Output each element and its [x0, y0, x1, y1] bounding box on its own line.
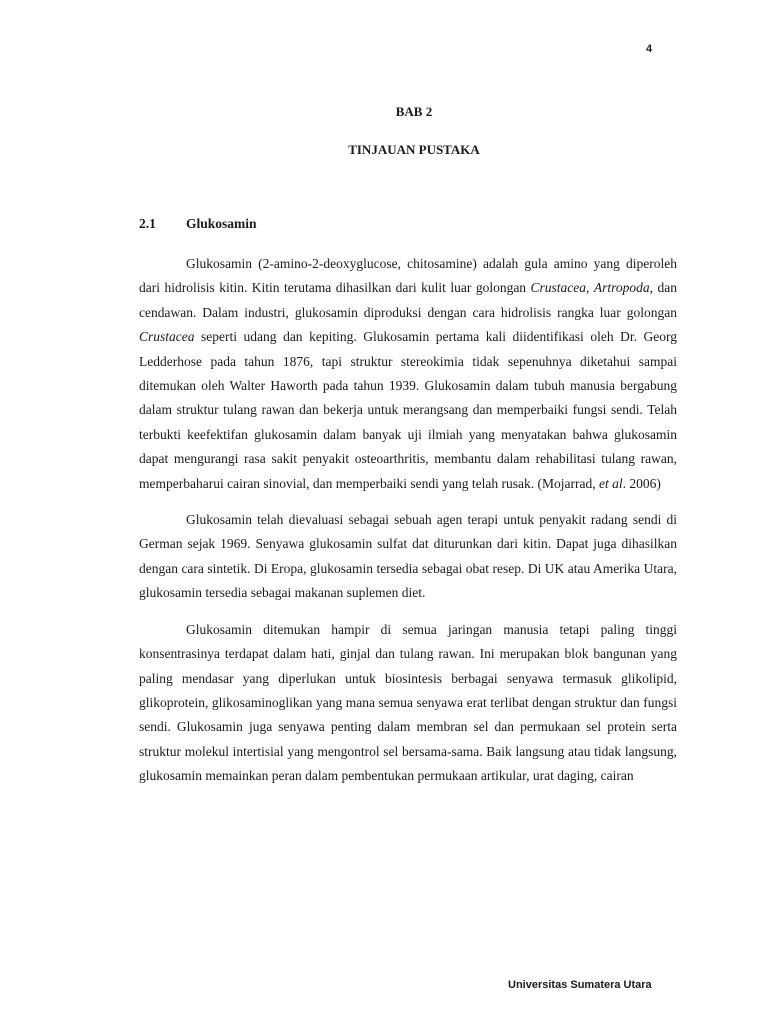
- italic-term-crustacea-2: Crustacea: [139, 329, 195, 345]
- paragraph-1: [139, 252, 677, 496]
- paragraph-1-text-e: . 2006): [622, 475, 661, 491]
- paragraph-1-text-b: ,: [586, 280, 594, 296]
- section-number: 2.1: [139, 216, 156, 231]
- italic-term-et-al: et al: [598, 475, 623, 491]
- paragraph-1-text-c: , dan cendawan. Dalam industri, glukosamin diproduksi dengan cara hidrolisis rangka luar golongan: [139, 280, 678, 320]
- section-heading: [139, 216, 257, 232]
- chapter-title: TINJAUAN PUSTAKA: [348, 142, 480, 157]
- paragraph-2: Glukosamin telah dievaluasi sebagai sebuah agen terapi untuk penyakit radang sendi di German sejak 1969. Senyawa glukosamin sulfat dat diturunkan dari kitin. Dapat juga dihasilkan dengan cara sintetik. Di Eropa, glukosamin tersedia sebagai obat resep. Di UK atau Amerika Utara, glukosamin tersedia sebagai makanan suplemen diet.: [139, 512, 677, 601]
- italic-term-crustacea: Crustacea: [530, 280, 587, 296]
- paragraph-3: Glukosamin ditemukan hampir di semua jaringan manusia tetapi paling tinggi konsentrasinya terdapat dalam hati, ginjal dan tulang rawan. Ini merupakan blok bangunan yang paling mendasar yang diperlukan untuk biosintesis berbagai senyawa termasuk glikolipid, glikoprotein, glikosaminoglikan yang mana semua senyawa erat terlibat dengan struktur dan fungsi sendi. Glukosamin juga senyawa penting dalam membran sel dan permukaan sel protein serta struktur molekul intertisial yang mengontrol sel bersama-sama. Baik langsung atau tidak langsung, glukosamin memainkan peran dalam pembentukan permukaan artikular, urat daging, cairan: [139, 621, 677, 784]
- footer-institution: Universitas Sumatera Utara: [508, 979, 652, 991]
- page-number: 4: [646, 43, 653, 55]
- section-title: Glukosamin: [186, 216, 257, 231]
- paragraph-1-text-d: seperti udang dan kepiting. Glukosamin pertama kali diidentifikasi oleh Dr. Georg Ledderhose pada tahun 1876, tapi struktur stereokimia tidak sepenuhnya diketahui sampai ditemukan oleh Walter Haworth pada tahun 1939. Glukosamin dalam tubuh manusia bergabung dalam struktur tulang rawan dan bekerja untuk merangsang dan memperbaiki fungsi sendi. Telah terbukti keefektifan glukosamin dalam banyak uji ilmiah yang menyatakan bahwa glukosamin dapat mengurangi rasa sakit penyakit osteoarthritis, membantu dalam rehabilitasi tulang rawan, memperbaharui cairan sinovial, dan memperbaiki sendi yang telah rusak. (Mojarrad,: [139, 329, 677, 491]
- paragraph-1-text-a: Glukosamin (2-amino-2-deoxyglucose, chitosamine) adalah gula amino yang diperoleh dari hidrolisis kitin. Kitin terutama dihasilkan dari kulit luar golongan: [139, 256, 677, 296]
- chapter-number: BAB 2: [395, 104, 433, 119]
- body-text: [139, 252, 677, 801]
- italic-term-artropoda: Artropoda: [593, 280, 650, 296]
